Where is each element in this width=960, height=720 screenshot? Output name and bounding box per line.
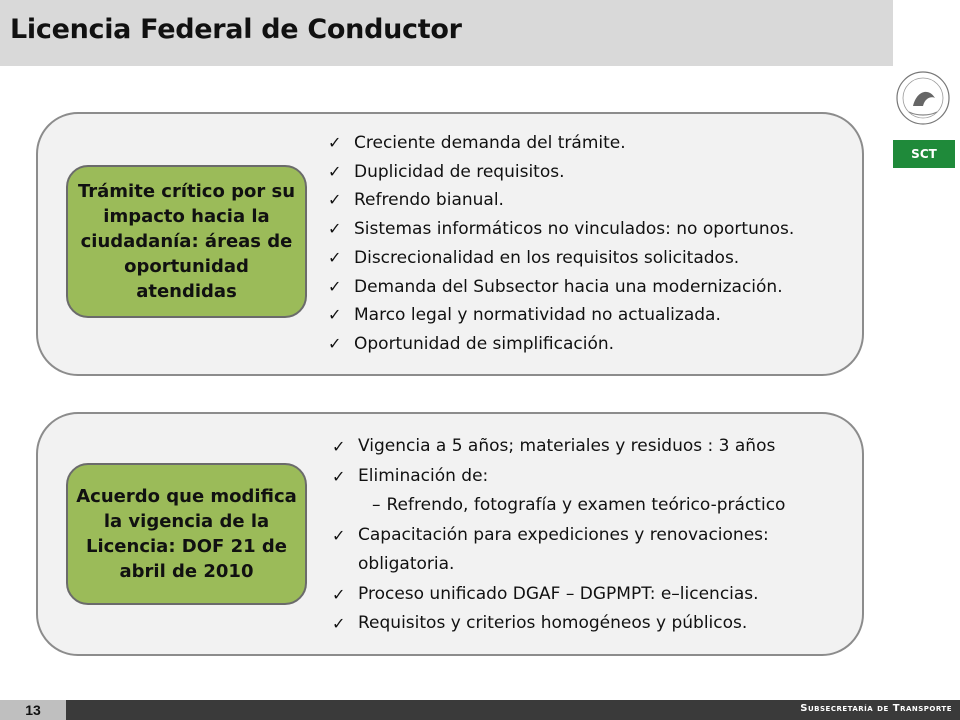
sub-list-item: – Refrendo, fotografía y examen teórico-práctico	[372, 495, 786, 515]
list-item: ✓ Refrendo bianual.	[328, 186, 794, 215]
list-item: ✓ Sistemas informáticos no vinculados: no oportunos.	[328, 215, 794, 244]
check-icon: ✓	[332, 614, 346, 633]
check-icon: ✓	[332, 584, 346, 604]
critical-process-list	[328, 129, 794, 359]
critical-process-label: Trámite crítico por su impacto hacia la ciudadanía: áreas de oportunidad atendidas	[66, 165, 307, 318]
list-item: ✓ Creciente demanda del trámite.	[328, 129, 794, 158]
list-item: ✓ Discrecionalidad en los requisitos solicitados.	[328, 244, 794, 273]
list-item: ✓ Capacitación para expediciones y renovaciones: obligatoria.	[332, 521, 862, 580]
list-item: ✓ Vigencia a 5 años; materiales y residuos : 3 años	[332, 432, 862, 462]
check-icon: ✓	[328, 133, 342, 152]
page-title: Licencia Federal de Conductor	[10, 14, 462, 45]
list-item: ✓ Marco legal y normatividad no actualizada.	[328, 301, 794, 330]
check-icon: ✓	[328, 305, 342, 325]
list-item: ✓ Eliminación de:	[332, 462, 862, 492]
check-icon: ✓	[328, 247, 342, 267]
list-item: ✓ Duplicidad de requisitos.	[328, 158, 794, 187]
check-icon: ✓	[328, 219, 342, 239]
list-item: ✓ Demanda del Subsector hacia una modernización.	[328, 273, 794, 302]
list-item: ✓ Oportunidad de simplificación.	[328, 330, 794, 359]
check-icon: ✓	[332, 466, 346, 486]
check-icon: ✓	[332, 437, 346, 456]
check-icon: ✓	[332, 525, 346, 545]
agreement-label: Acuerdo que modifica la vigencia de la Licencia: DOF 21 de abril de 2010	[66, 463, 307, 605]
list-item: ✓ Requisitos y criterios homogéneos y públicos.	[332, 609, 862, 639]
check-icon: ✓	[328, 276, 342, 296]
dash-icon: –	[372, 495, 381, 515]
page-number: 13	[0, 700, 66, 720]
check-icon: ✓	[328, 161, 342, 181]
check-icon: ✓	[328, 190, 342, 210]
footer-label: Subsecretaría de Transporte	[800, 703, 952, 714]
check-icon: ✓	[328, 333, 342, 353]
sct-badge: SCT	[893, 140, 955, 168]
agreement-list	[332, 432, 862, 639]
title-bar	[0, 0, 893, 66]
list-item: ✓ Proceso unificado DGAF – DGPMPT: e–licencias.	[332, 580, 862, 610]
